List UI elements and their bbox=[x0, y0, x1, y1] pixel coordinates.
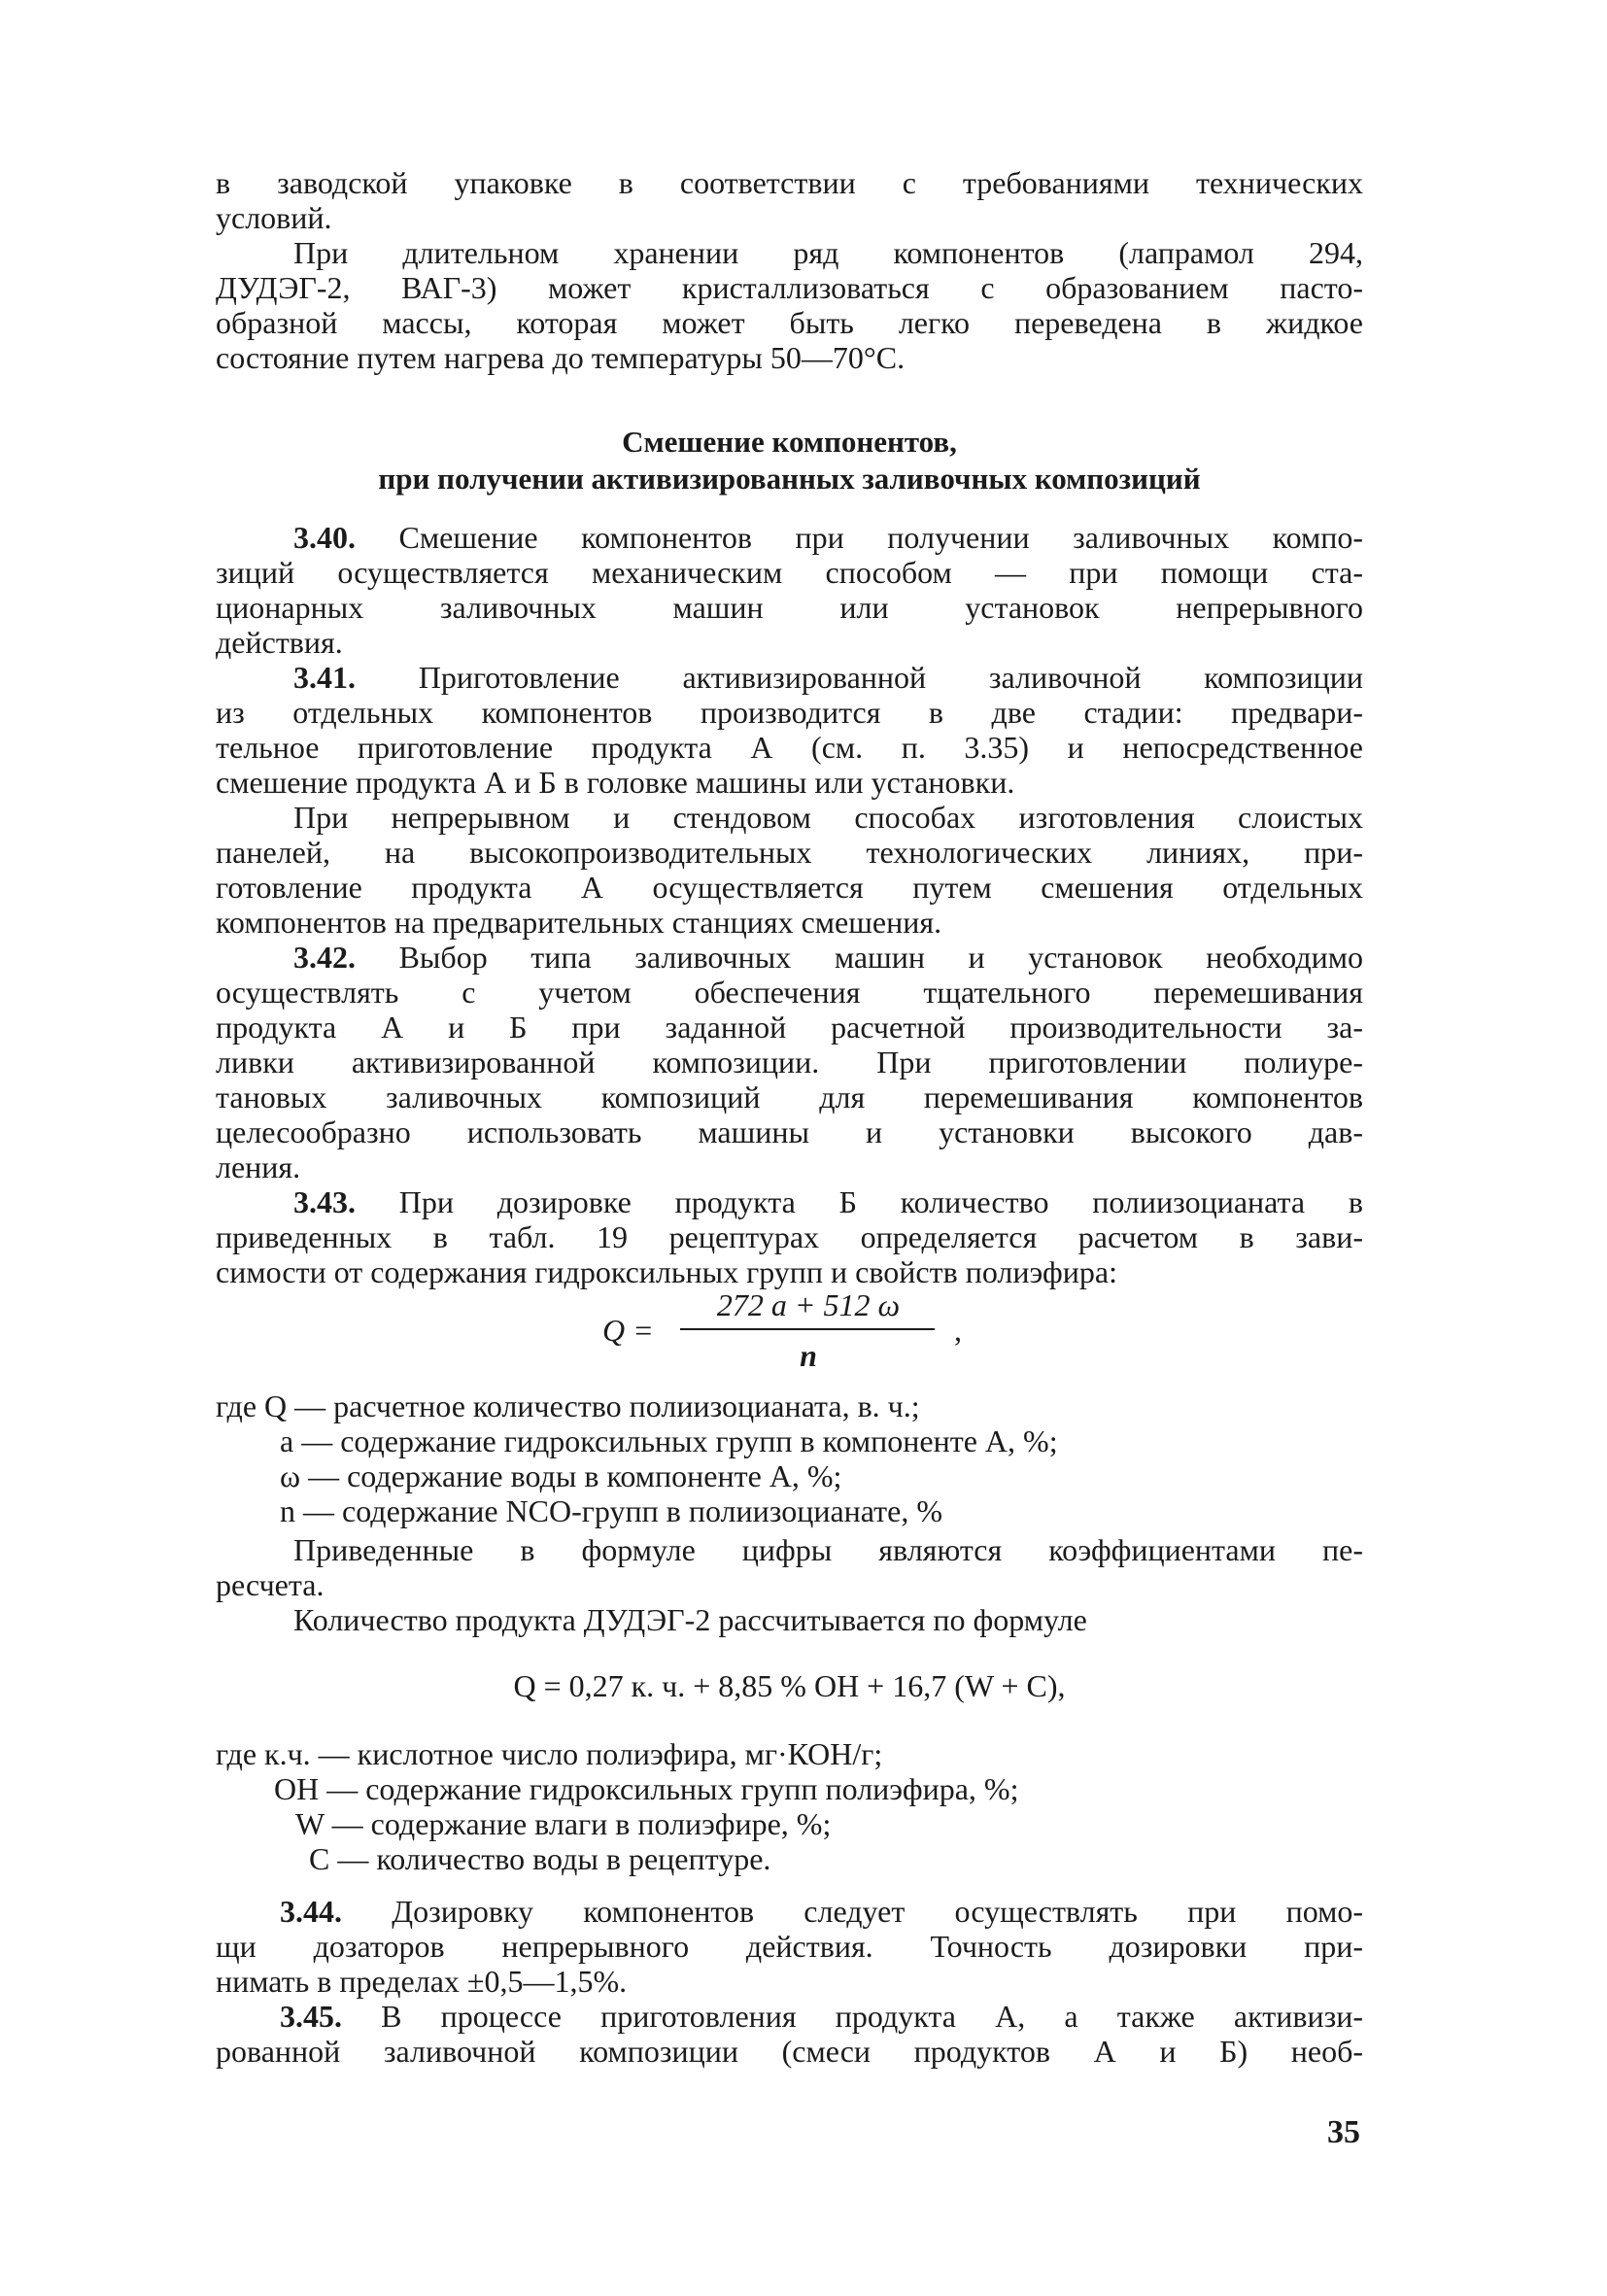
definition-line: a — содержание гидроксильных групп в компоненте А, %; bbox=[280, 1423, 1058, 1458]
text-span: Приготовление активизированной заливочной композиции bbox=[418, 660, 1364, 695]
clause-number: 3.43. bbox=[293, 1184, 356, 1219]
text-span: Дозировку компонентов следует осуществлять при помо- bbox=[392, 1894, 1364, 1929]
page-number: 35 bbox=[1327, 2114, 1360, 2150]
text-span: В процессе приготовления продукта А, а также активизи- bbox=[381, 1999, 1363, 2034]
text-line: ресчета. bbox=[216, 1567, 325, 1602]
clause-number: 3.45. bbox=[280, 1999, 342, 2034]
text-line: действия. bbox=[216, 625, 343, 660]
clause-number: 3.41. bbox=[293, 660, 356, 695]
text-line: тановых заливочных композиций для перемешивания компонентов bbox=[216, 1079, 1363, 1114]
text-span: Выбор типа заливочных машин и установок необходимо bbox=[398, 940, 1363, 975]
text-line: ления. bbox=[216, 1149, 301, 1184]
numerator-text: 272 a + 512 ω bbox=[716, 1287, 901, 1322]
text-line: готовление продукта А осуществляется путем смешения отдельных bbox=[216, 870, 1363, 905]
text-line: зиций осуществляется механическим способом — при помощи ста- bbox=[216, 555, 1363, 590]
text-line: условий. bbox=[216, 200, 332, 235]
text-line: тельное приготовление продукта А (см. п. 3.35) и непосредственное bbox=[216, 730, 1363, 765]
lhs-text: Q = bbox=[602, 1313, 654, 1348]
section-heading: Смешение компонентов, bbox=[622, 425, 957, 459]
text-line: рованной заливочной композиции (смеси продуктов А и Б) необ- bbox=[216, 2034, 1363, 2069]
text-line: симости от содержания гидроксильных групп и свойств полиэфира: bbox=[216, 1254, 1117, 1289]
definition-line: C — количество воды в рецептуре. bbox=[309, 1841, 771, 1876]
text-line: из отдельных компонентов производится в две стадии: предвари- bbox=[216, 695, 1363, 730]
text-line: панелей, на высокопроизводительных технологических линиях, при- bbox=[216, 835, 1363, 870]
definition-line: W — содержание влаги в полиэфире, %; bbox=[295, 1806, 832, 1841]
clause-number: 3.40. bbox=[293, 520, 356, 555]
text-line: ционарных заливочных машин или установок непрерывного bbox=[216, 590, 1363, 625]
paragraph-3-43-first-line bbox=[293, 1183, 1363, 1220]
text-line: состояние путем нагрева до температуры 50—70°С. bbox=[216, 340, 906, 375]
text-line: ливки активизированной композиции. При приготовлении полиуре- bbox=[216, 1045, 1363, 1079]
definition-line: n — содержание NCO-групп в полиизоцианате, % bbox=[280, 1493, 942, 1528]
paragraph-3-42-first-line bbox=[293, 939, 1363, 976]
text-line: ДУДЭГ-2, ВАГ-3) может кристаллизоваться с образованием пасто- bbox=[216, 270, 1363, 305]
text-line: Приведенные в формуле цифры являются коэффициентами пе- bbox=[293, 1532, 1363, 1567]
text-line: При длительном хранении ряд компонентов (лапрамол 294, bbox=[293, 235, 1363, 270]
text-line: компонентов на предварительных станциях смешения. bbox=[216, 905, 942, 940]
clause-number: 3.42. bbox=[293, 940, 356, 975]
text-line: смешение продукта А и Б в головке машины или установки. bbox=[216, 765, 1015, 800]
formula-tail: , bbox=[954, 1313, 962, 1348]
text-line: При непрерывном и стендовом способах изготовления слоистых bbox=[293, 800, 1363, 835]
text-line: целесообразно использовать машины и установки высокого дав- bbox=[216, 1114, 1363, 1149]
formula-2: Q = 0,27 к. ч. + 8,85 % ОН + 16,7 (W + C), bbox=[513, 1668, 1066, 1703]
text-line: образной массы, которая может быть легко переведена в жидкое bbox=[216, 305, 1363, 340]
text-line: продукта А и Б при заданной расчетной производительности за- bbox=[216, 1010, 1363, 1045]
definition-line: ω — содержание воды в компоненте А, %; bbox=[280, 1458, 842, 1493]
paragraph-3-45-first-line bbox=[280, 1998, 1363, 2035]
paragraph-3-41-first-line bbox=[293, 659, 1363, 696]
text-line: щи дозаторов непрерывного действия. Точность дозировки при- bbox=[216, 1929, 1363, 1964]
text-span: При дозировке продукта Б количество полиизоцианата в bbox=[398, 1184, 1364, 1219]
denominator-text: n bbox=[800, 1338, 817, 1373]
text-line: Количество продукта ДУДЭГ-2 рассчитывается по формуле bbox=[293, 1602, 1087, 1637]
paragraph-3-44-first-line bbox=[280, 1893, 1363, 1930]
definition-line: где к.ч. — кислотное число полиэфира, мг·КОН/г; bbox=[216, 1736, 883, 1771]
section-heading: при получении активизированных заливочных композиций bbox=[378, 462, 1201, 496]
text-line: нимать в пределах ±0,5—1,5%. bbox=[216, 1964, 628, 1999]
paragraph-3-40-first-line bbox=[293, 519, 1363, 556]
fraction-bar bbox=[680, 1328, 935, 1330]
text-span: Смешение компонентов при получении заливочных компо- bbox=[398, 520, 1364, 555]
text-line: в заводской упаковке в соответствии с требованиями технических bbox=[216, 165, 1363, 200]
definition-line: где Q — расчетное количество полиизоцианата, в. ч.; bbox=[216, 1388, 920, 1423]
clause-number: 3.44. bbox=[280, 1894, 342, 1929]
definition-line: ОН — содержание гидроксильных групп полиэфира, %; bbox=[274, 1771, 1019, 1806]
text-line: приведенных в табл. 19 рецептурах определяется расчетом в зави- bbox=[216, 1219, 1363, 1254]
text-line: осуществлять с учетом обеспечения тщательного перемешивания bbox=[216, 975, 1363, 1010]
